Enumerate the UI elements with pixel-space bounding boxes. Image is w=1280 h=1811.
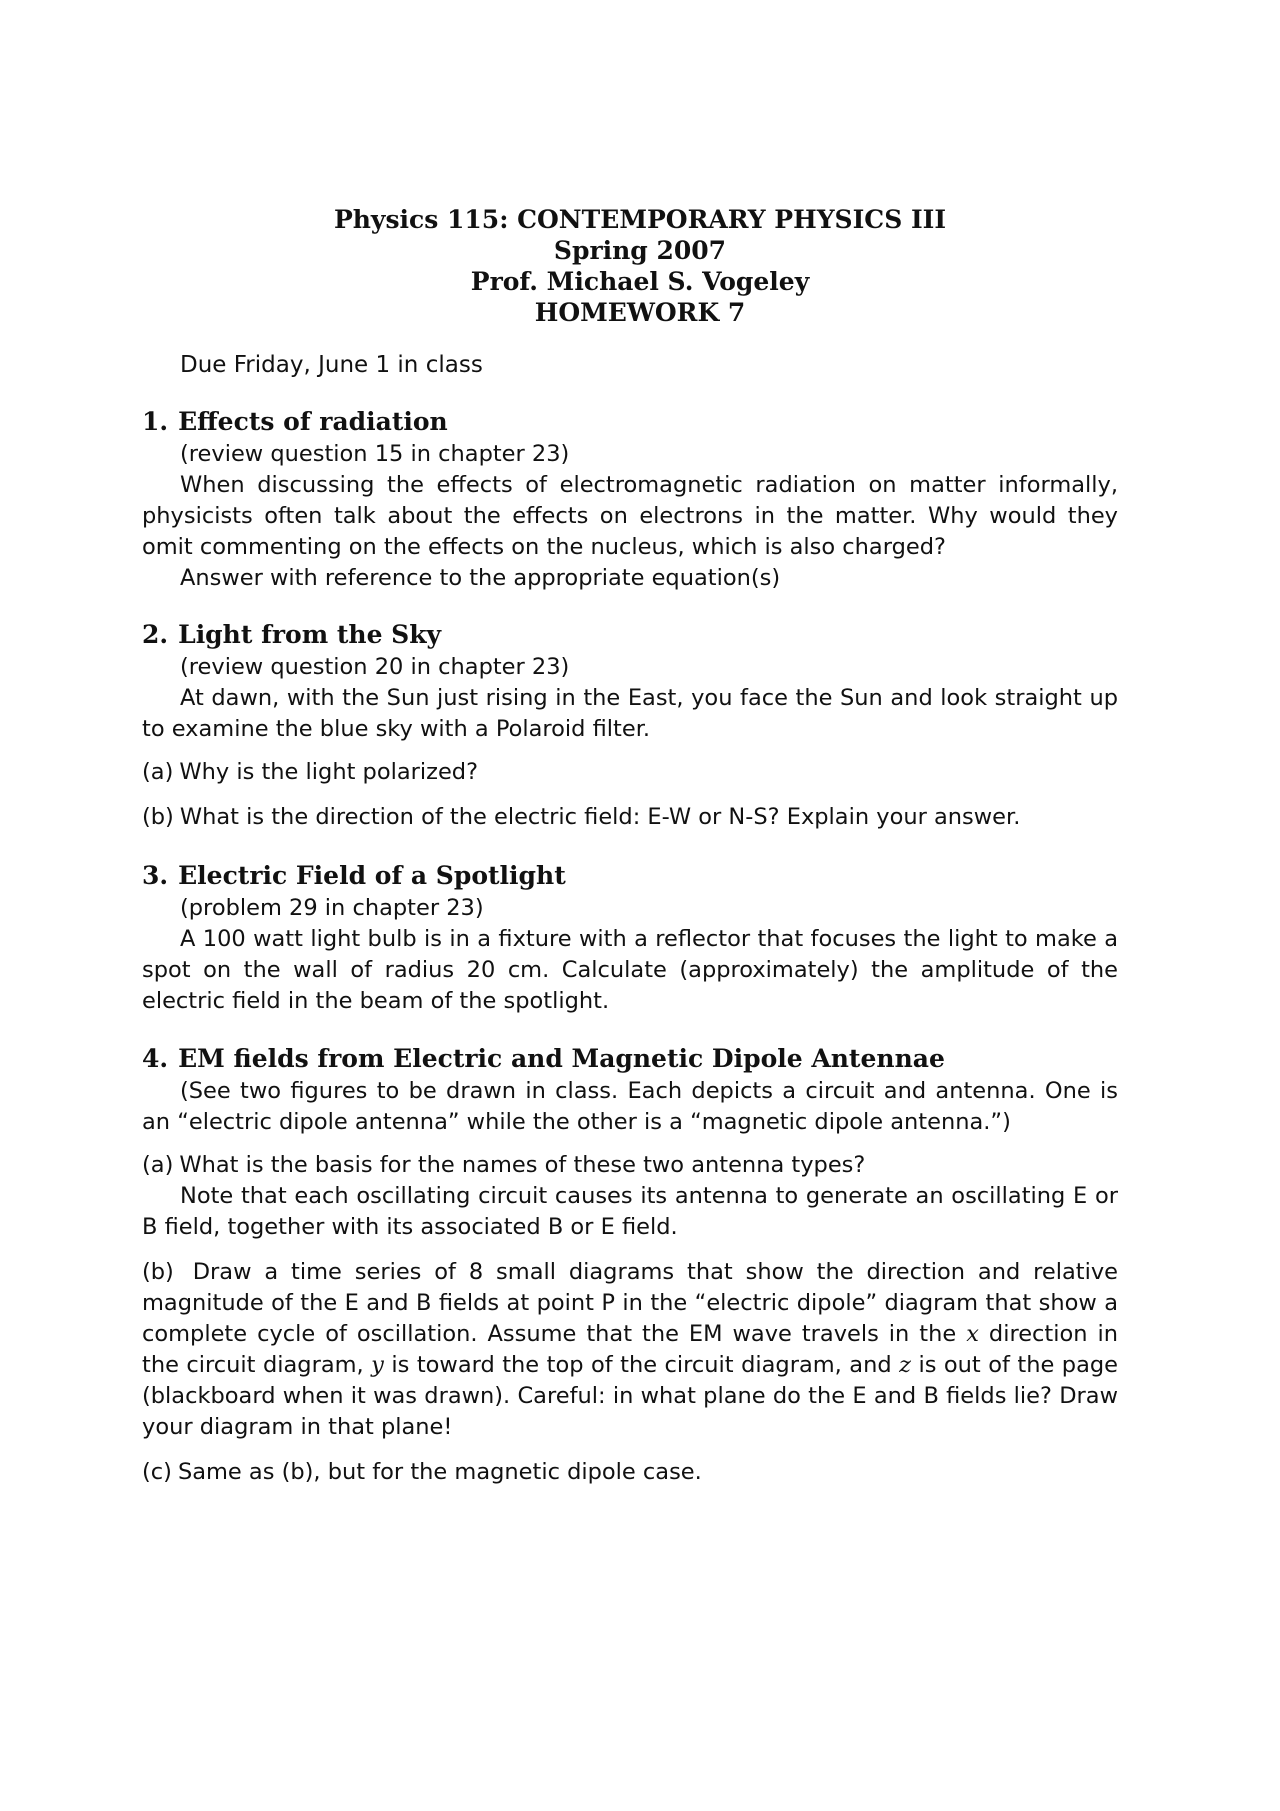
- problem-title: EM fields from Electric and Magnetic Dipole Antennae: [178, 1044, 945, 1073]
- part-text: What is the direction of the electric field: E-W or N-S? Explain your answer.: [179, 804, 1021, 830]
- part-label: (c): [142, 1459, 172, 1485]
- problem-text: When discussing the effects of electromagnetic radiation on matter informally, physicists often talk about the effects on electrons in the matter. Why would they omit commenting on the effects on the nucleus, which is also charged?: [142, 472, 1118, 560]
- problem-4: [142, 1043, 1118, 1488]
- problem-text: A 100 watt light bulb is in a fixture with a reflector that focuses the light to make a spot on the wall of radius 20 cm. Calculate (approximately) the amplitude of the electric field in the beam of the spotlight.: [142, 926, 1118, 1014]
- problem-title: Light from the Sky: [178, 620, 442, 649]
- term: Spring 2007: [553, 236, 727, 265]
- part-c: [142, 1457, 1118, 1488]
- part-text: is out of the page (blackboard when it was drawn). Careful: in what plane do the E and B fields lie? Draw your diagram in that plane!: [142, 1352, 1118, 1440]
- part-a: [142, 1150, 1118, 1243]
- part-text: Draw a time series of 8 small diagrams that show the direction and relative magnitude of the E and B fields at point P in the “electric dipole” diagram that show a complete cycle of oscillation. Assume that the EM wave travels in the: [142, 1259, 1119, 1347]
- document-header: [0, 204, 1280, 328]
- part-a: [142, 757, 1118, 788]
- problem-text: At dawn, with the Sun just rising in the East, you face the Sun and look straight up to examine the blue sky with a Polaroid filter.: [142, 685, 1118, 742]
- due-date: Due Friday, June 1 in class: [180, 352, 483, 378]
- part-label: (a): [142, 759, 174, 785]
- problem-title: Electric Field of a Spotlight: [178, 861, 566, 890]
- variable-x: x: [966, 1321, 979, 1347]
- assignment-title: HOMEWORK 7: [534, 298, 746, 327]
- part-label: (a): [142, 1152, 174, 1178]
- part-note: Note that each oscillating circuit causes its antenna to generate an oscillating E or B field, together with its associated B or E field.: [142, 1183, 1118, 1240]
- problem-reference: (review question 15 in chapter 23): [180, 441, 570, 467]
- problem-1: [142, 406, 1118, 594]
- part-label: (b): [142, 804, 174, 830]
- problem-reference: (review question 20 in chapter 23): [180, 654, 570, 680]
- problem-number: 3.: [142, 861, 169, 890]
- part-b: [142, 802, 1118, 833]
- problem-number: 4.: [142, 1044, 169, 1073]
- variable-z: z: [899, 1352, 911, 1378]
- professor: Prof. Michael S. Vogeley: [470, 267, 810, 296]
- part-text: Same as (b), but for the magnetic dipole case.: [177, 1459, 702, 1485]
- problem-number: 2.: [142, 620, 169, 649]
- problem-text: (See two figures to be drawn in class. Each depicts a circuit and antenna. One is an “electric dipole antenna” while the other is a “magnetic dipole antenna.”): [142, 1078, 1118, 1135]
- part-b: [142, 1257, 1118, 1443]
- part-text: is toward the top of the circuit diagram, and: [391, 1352, 892, 1378]
- part-text: Why is the light polarized?: [179, 759, 479, 785]
- part-text: direction in the circuit diagram,: [142, 1321, 1118, 1378]
- problem-number: 1.: [142, 407, 169, 436]
- problem-1-heading: [142, 406, 1118, 438]
- problem-3: [142, 860, 1118, 1017]
- problem-4-heading: [142, 1043, 1118, 1075]
- problem-reference: (problem 29 in chapter 23): [180, 895, 484, 921]
- problem-title: Effects of radiation: [178, 407, 448, 436]
- problem-3-heading: [142, 860, 1118, 892]
- part-label: (b): [142, 1259, 174, 1285]
- part-text: What is the basis for the names of these two antenna types?: [179, 1152, 866, 1178]
- variable-y: y: [371, 1352, 384, 1378]
- course-title: Physics 115: CONTEMPORARY PHYSICS III: [333, 205, 947, 234]
- problem-2-heading: [142, 619, 1118, 651]
- problem-2: [142, 619, 1118, 833]
- problem-note: Answer with reference to the appropriate equation(s): [180, 565, 781, 591]
